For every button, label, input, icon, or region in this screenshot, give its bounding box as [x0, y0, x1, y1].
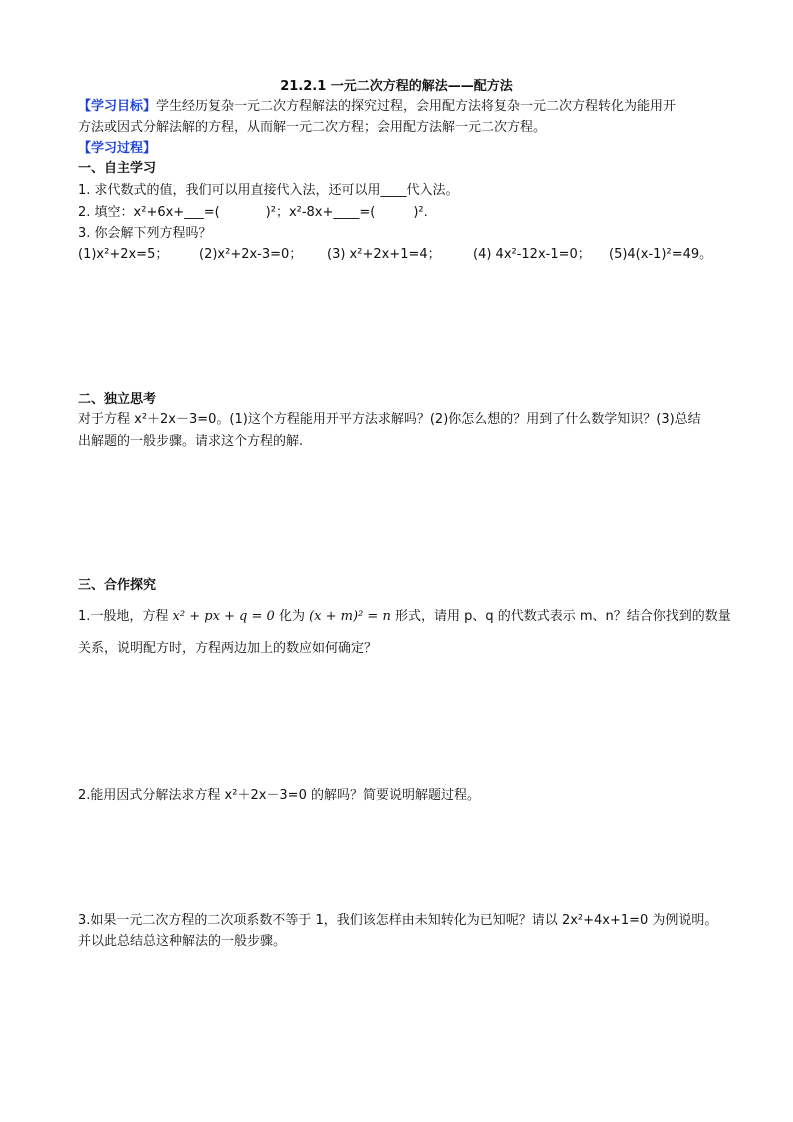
completed-square-form: (x + m)² = n — [309, 609, 391, 624]
q1-suffix: 形式，请用 p、q 的代数式表示 m、n？结合你找到的数量 — [394, 609, 731, 624]
section-1-question-2 — [78, 203, 428, 223]
section-3-question-3-line-2: 并以此总结总这种解法的一般步骤。 — [78, 934, 287, 949]
learning-goal-line-1 — [78, 97, 676, 117]
equation-4: (4) 4x²-12x-1=0； — [473, 247, 591, 262]
learning-goal-tag: 【学习目标】 — [78, 99, 157, 114]
document-title: 21.2.1 一元二次方程的解法——配方法 — [280, 79, 513, 94]
section-3-question-1-line-2: 关系，说明配方时，方程两边加上的数应如何确定？ — [78, 641, 378, 656]
q1-middle: 化为 — [278, 609, 305, 624]
section-1-question-1: 1. 求代数式的值，我们可以用直接代入法，还可以用____代入法。 — [78, 183, 459, 198]
section-1-heading: 一、自主学习 — [78, 161, 157, 176]
section-3-heading: 三、合作探究 — [78, 578, 157, 593]
section-2-line-1: 对于方程 x²＋2x－3=0。(1)这个方程能用开平方法求解吗？(2)你怎么想的？用到了什么数学知识？(3)总结 — [78, 412, 701, 427]
section-1-question-3: 3. 你会解下列方程吗？ — [78, 226, 212, 241]
learning-process-tag: 【学习过程】 — [78, 141, 157, 156]
equation-3: (3) x²+2x+1=4； — [327, 247, 441, 262]
section-3-question-2: 2.能用因式分解法求方程 x²＋2x－3=0 的解吗？简要说明解题过程。 — [78, 788, 480, 803]
section-3-question-1 — [78, 607, 731, 627]
q2-part-a: 2. 填空：x²+6x+___=( — [78, 205, 220, 220]
equation-1: (1)x²+2x=5； — [78, 247, 169, 262]
section-3-question-3-line-1: 3.如果一元二次方程的二次项系数不等于 1，我们该怎样由未知转化为已知呢？请以 2x²+4x+1=0 为例说明。 — [78, 913, 718, 928]
q2-part-b: )²；x²-8x+____=( — [265, 205, 376, 220]
equation-5: (5)4(x-1)²=49。 — [609, 247, 713, 262]
q1-prefix: 1.一般地，方程 — [78, 609, 169, 624]
learning-goal-text-1: 学生经历复杂一元二次方程解法的探究过程，会用配方法将复杂一元二次方程转化为能用开 — [156, 99, 677, 114]
q2-part-c: )². — [413, 205, 428, 220]
learning-goal-line-2: 方法或因式分解法解的方程，从而解一元二次方程；会用配方法解一元二次方程。 — [78, 120, 547, 135]
section-2-heading: 二、独立思考 — [78, 392, 157, 407]
equation-2: (2)x²+2x-3=0； — [199, 247, 303, 262]
quadratic-general-form: x² + px + q = 0 — [172, 609, 275, 624]
section-2-line-2: 出解题的一般步骤。请求这个方程的解. — [78, 434, 304, 449]
